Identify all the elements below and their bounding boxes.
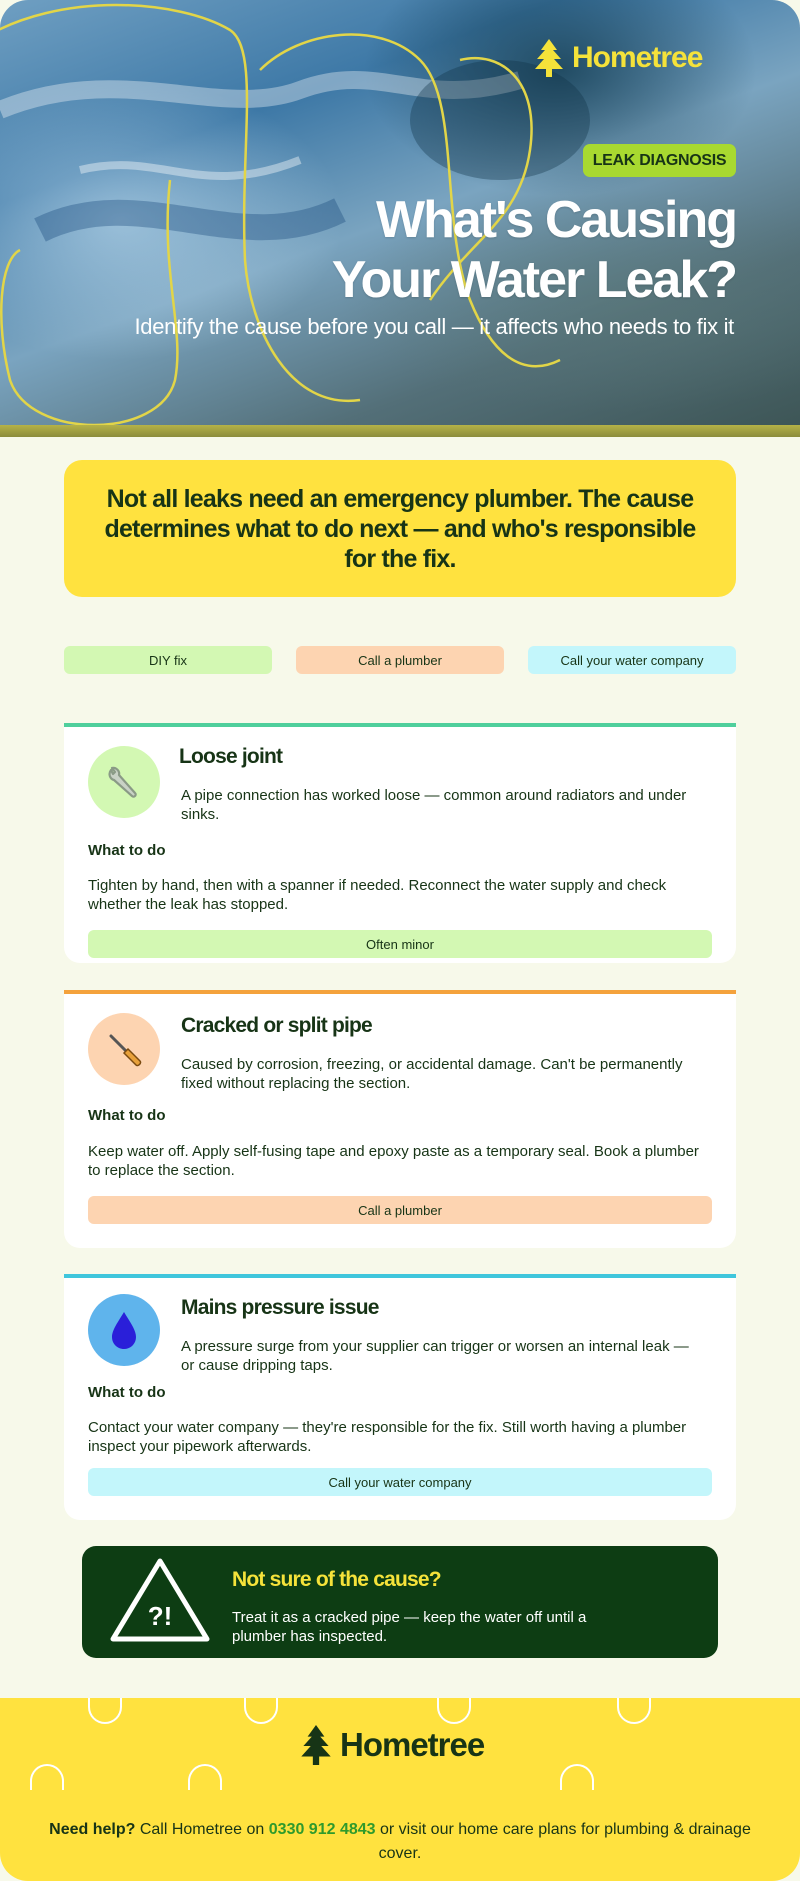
decorative-arch [88,1698,122,1724]
what-to-do-label: What to do [88,1107,166,1124]
page-subtitle: Identify the cause before you call — it affects who needs to fix it [134,314,734,339]
card-title: Loose joint [179,745,283,768]
not-sure-warning-box [82,1546,718,1658]
wrench-icon [88,746,160,818]
legend-call-water-company: Call your water company [528,646,736,674]
legend-call-plumber: Call a plumber [296,646,504,674]
tree-icon [298,1724,334,1766]
card-action-text: Tighten by hand, then with a spanner if needed. Reconnect the water supply and check whether the leak has stopped. [88,877,667,913]
what-to-do-label: What to do [88,842,166,859]
screwdriver-icon [88,1013,160,1085]
need-help-label: Need help? [49,1821,136,1838]
card-badge: Call your water company [88,1468,712,1496]
decorative-arch [188,1764,222,1790]
brand-name: Hometree [340,1726,485,1763]
card-action-text: Contact your water company — they're responsible for the fix. Still worth having a plumber inspect your pipework afterwards. [88,1419,687,1455]
title-line-1: What's Causing [376,191,736,249]
footer-hometree-logo[interactable] [298,1724,484,1766]
card-description: A pipe connection has worked loose — common around radiators and under sinks. [181,787,687,823]
decorative-arch [617,1698,651,1724]
legend-diy-fix: DIY fix [64,646,272,674]
brand-name: Hometree [572,41,703,74]
card-badge: Often minor [88,930,712,958]
what-to-do-label: What to do [88,1384,166,1401]
cause-card-cracked-pipe [64,990,736,1248]
intro-callout [64,460,736,597]
cause-card-mains-pressure [64,1274,736,1520]
warning-icon-text: ?! [147,1601,173,1631]
decorative-arch [244,1698,278,1724]
decorative-arch [560,1764,594,1790]
warning-title: Not sure of the cause? [232,1568,441,1591]
page-title [216,190,736,310]
decorative-arch [30,1764,64,1790]
hometree-logo[interactable] [532,38,702,78]
footer-text-before-phone: Call Hometree on [135,1821,269,1838]
footer-text-after-phone: or visit our home care plans for plumbing & drainage cover. [375,1821,751,1862]
card-accent-line [64,1274,736,1278]
footer-help-text [30,1818,770,1866]
title-line-2: Your Water Leak? [331,251,736,309]
warning-triangle-icon [107,1555,213,1647]
card-accent-line [64,723,736,727]
card-badge: Call a plumber [88,1196,712,1224]
card-action-text: Keep water off. Apply self-fusing tape and epoxy paste as a temporary seal. Book a plumber to replace the section. [88,1143,699,1179]
footer [0,1698,800,1881]
legend [64,646,736,674]
card-accent-line [64,990,736,994]
phone-number-link[interactable]: 0330 912 4843 [268,1821,376,1838]
leak-diagnosis-tag: LEAK DIAGNOSIS [583,144,736,177]
tree-icon [532,38,566,78]
callout-text: Not all leaks need an emergency plumber. The cause determines what to do next — and who's responsible for the fix. [104,484,696,573]
hero-banner [0,0,800,437]
card-title: Mains pressure issue [181,1296,379,1319]
water-drop-icon [88,1294,160,1366]
hero-bottom-strip [0,425,800,437]
warning-text: Treat it as a cracked pipe — keep the water off until a plumber has inspected. [232,1609,587,1645]
card-description: A pressure surge from your supplier can trigger or worsen an internal leak — or cause dripping taps. [181,1338,689,1374]
card-description: Caused by corrosion, freezing, or accidental damage. Can't be permanently fixed without replacing the section. [181,1056,683,1092]
decorative-arch [437,1698,471,1724]
cause-card-loose-joint [64,723,736,963]
card-title: Cracked or split pipe [181,1014,372,1037]
